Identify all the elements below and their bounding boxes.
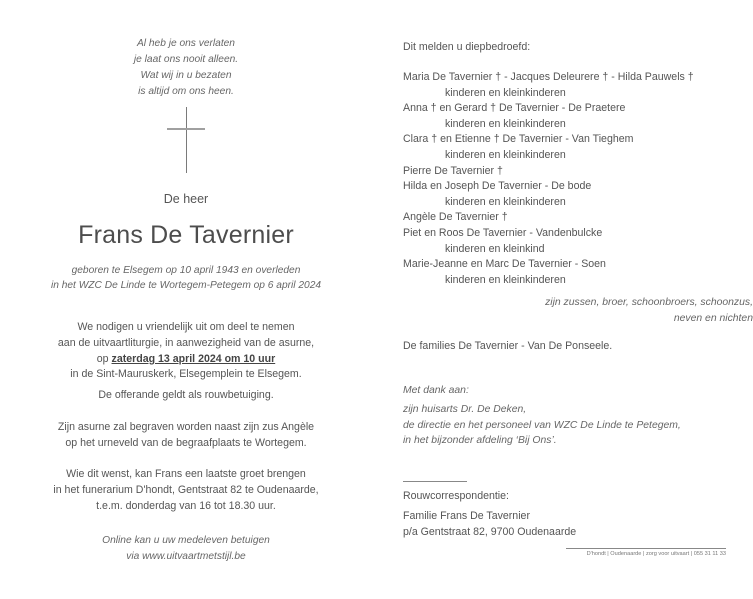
family-member: Clara † en Etienne † De Tavernier - Van Tieghem — [403, 133, 634, 146]
correspondence-line: Familie Frans De Tavernier — [403, 510, 530, 522]
thanks-list — [403, 402, 681, 449]
family-descendants: kinderen en kleinkind — [445, 242, 545, 255]
correspondence-line: p/a Gentstraat 82, 9700 Oudenaarde — [403, 526, 577, 538]
families-line: De families De Tavernier - Van De Ponseele. — [403, 340, 613, 352]
family-member: Angèle De Tavernier † — [403, 211, 508, 224]
thanks-line: de directie en het personeel van WZC De Linde te Petegem, — [403, 419, 681, 431]
invitation-line: aan de uitvaartliturgie, in aanwezigheid van de asurne, — [57, 336, 315, 349]
family-descendants: kinderen en kleinkinderen — [445, 273, 566, 286]
burial-line: op het urneveld van de begraafplaats te Wortegem. — [65, 436, 307, 449]
family-member: Anna † en Gerard † De Tavernier - De Praetere — [403, 102, 626, 115]
family-descendants: kinderen en kleinkinderen — [445, 148, 566, 161]
birth-line: geboren te Elsegem op 10 april 1943 en overleden — [71, 265, 301, 276]
family-member: Maria De Tavernier † - Jacques Deleurere † - Hilda Pauwels † — [403, 71, 694, 83]
family-member: Piet en Roos De Tavernier - Vandenbulcke — [403, 226, 603, 239]
invitation-line: in de Sint-Mauruskerk, Elsegemplein te Elsegem. — [70, 368, 302, 381]
family-descendants: kinderen en kleinkinderen — [445, 117, 566, 130]
correspondence-heading: Rouwcorrespondentie: — [403, 490, 509, 502]
invitation-date-line — [0, 352, 372, 368]
online-link[interactable]: via www.uitvaartmetstijl.be — [126, 550, 246, 562]
burial-note — [0, 420, 372, 452]
funeral-home-footer: D'hondt | Oudenaarde | zorg voor uitvaart | 055 31 11 33 — [586, 551, 726, 557]
online-line: Online kan u uw medeleven betuigen — [102, 535, 270, 546]
online-condolences — [0, 533, 372, 564]
cross-vertical — [186, 107, 187, 173]
cross-horizontal — [167, 128, 205, 130]
death-line: in het WZC De Linde te Wortegem-Petegem op 6 april 2024 — [50, 280, 322, 291]
offering-note: De offerande geldt als rouwbetuiging. — [98, 389, 274, 401]
invitation-prefix: op — [96, 352, 112, 365]
deceased-name: Frans De Tavernier — [78, 221, 294, 249]
thanks-line: in het bijzonder afdeling ‘Bij Ons’. — [403, 435, 557, 447]
family-member: Hilda en Joseph De Tavernier - De bode — [403, 180, 592, 193]
family-member: Pierre De Tavernier † — [403, 164, 503, 177]
family-list — [403, 70, 694, 288]
honorific: De heer — [163, 192, 209, 206]
visit-line: in het funerarium D'hondt, Gentstraat 82 te Oudenaarde, — [53, 483, 319, 496]
invitation — [0, 320, 372, 383]
poem-line: is altijd om ons heen. — [138, 86, 234, 97]
invitation-line: We nodigen u vriendelijk uit om deel te nemen — [77, 321, 295, 333]
thanks-line: zijn huisarts Dr. De Deken, — [403, 404, 527, 415]
visit-note — [0, 467, 372, 514]
footer-divider — [566, 548, 726, 549]
visit-line: t.e.m. donderdag van 16 tot 18.30 uur. — [96, 499, 276, 512]
family-descendants: kinderen en kleinkinderen — [445, 86, 566, 99]
poem-line: Al heb je ons verlaten — [137, 38, 235, 49]
relations-line: zijn zussen, broer, schoonbroers, schoonzus, — [545, 297, 753, 308]
divider — [403, 481, 467, 482]
family-member: Marie-Jeanne en Marc De Tavernier - Soen — [403, 258, 606, 271]
family-descendants: kinderen en kleinkinderen — [445, 195, 566, 208]
announcement-intro: Dit melden u diepbedroefd: — [403, 41, 531, 53]
burial-line: Zijn asurne zal begraven worden naast zijn zus Angèle — [57, 421, 315, 433]
life-dates — [0, 263, 372, 293]
relations-line: neven en nichten — [673, 312, 753, 324]
visit-line: Wie dit wenst, kan Frans een laatste groet brengen — [66, 468, 306, 480]
ceremony-date: zaterdag 13 april 2024 om 10 uur — [111, 352, 276, 365]
thanks-heading: Met dank aan: — [403, 385, 469, 396]
poem-line: Wat wij in u bezaten — [140, 70, 232, 81]
poem — [0, 36, 372, 100]
relations-note — [403, 295, 753, 327]
correspondence-address — [403, 508, 576, 540]
poem-line: je laat ons nooit alleen. — [133, 54, 239, 65]
